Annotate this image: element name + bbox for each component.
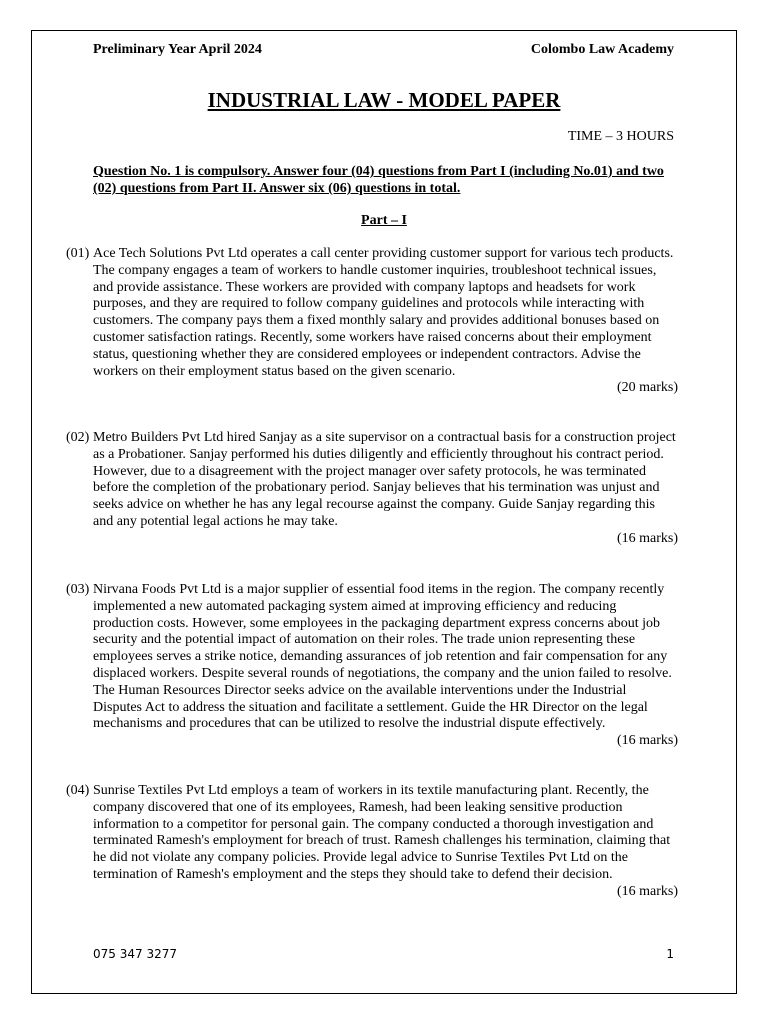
question-number: (04) [66,783,90,798]
question-number: (01) [66,246,90,261]
footer-phone-number: 075 347 3277 [93,947,177,961]
question-marks: (20 marks) [616,380,678,396]
header-institution: Colombo Law Academy [530,42,674,57]
question-number: (02) [66,430,90,445]
question-number: (03) [66,582,90,597]
question-text: Metro Builders Pvt Ltd hired Sanjay as a site supervisor on a contractual basis for a construction project as a Probationer. Sanjay performed his duties diligently and efficiently throughout his contract period. However, due to a disagreement with the project manager over safety protocols, he was terminated before the completion of the probationary period. Sanjay believes that his termination was unjust and seeks advice on whether he has any legal recourse against the company. Guide Sanjay regarding this and any potential legal actions he may take. [93,430,676,529]
header-exam-label: Preliminary Year April 2024 [93,42,262,57]
question-03 [66,582,678,750]
question-text: Ace Tech Solutions Pvt Ltd operates a call center providing customer support for various tech products. The company engages a team of workers to handle customer inquiries, troubleshoot technical issues, and provide assistance. These workers are provided with company laptops and headsets for work purposes, and they are required to follow company guidelines and protocols while interacting with customers. The company pays them a fixed monthly salary and provides additional bonuses based on customer satisfaction ratings. Recently, some workers have raised concerns about their employment status, questioning whether they are considered employees or independent contractors. Advise the workers on their employment status based on the given scenario. [93,246,674,379]
question-text: Sunrise Textiles Pvt Ltd employs a team of workers in its textile manufacturing plant. Recently, the company discovered that one of its employees, Ramesh, had been leaking sensitive production information to a competitor for personal gain. The company conducted a thorough investigation and terminated Ramesh's employment for breach of trust. Ramesh challenges his termination, claiming that he did not violate any company policies. Provide legal advice to Sunrise Textiles Pvt Ltd on the termination of Ramesh's employment and the steps they should take to defend their decision. [93,783,671,882]
paper-title: INDUSTRIAL LAW - MODEL PAPER [207,88,561,112]
question-marks: (16 marks) [616,530,678,546]
exam-instructions: Question No. 1 is compulsory. Answer four (04) questions from Part I (including No.01) and two (02) questions from Part II. Answer six (06) questions in total. [93,164,664,196]
part-heading: Part – I [361,213,407,228]
time-allowed: TIME – 3 HOURS [567,129,674,144]
question-02 [66,430,678,548]
question-text: Nirvana Foods Pvt Ltd is a major supplier of essential food items in the region. The company recently implemented a new automated packaging system aimed at improving efficiency and reducing production costs. However, some employees in the packaging department express concerns about job security and the potential impact of automation on their roles. The trade union representing these employees serves a strike notice, demanding assurances of job retention and fair compensation for any displaced workers. Despite several rounds of negotiations, the company and the union failed to resolve. The Human Resources Director seeks advice on the available interventions under the Industrial Disputes Act to address the situation and facilitate a settlement. Guide the HR Director on the legal mechanisms and procedures that can be utilized to resolve the industrial dispute effectively. [93,582,672,732]
page-number: 1 [666,947,674,961]
question-01 [66,246,678,397]
question-marks: (16 marks) [616,883,678,899]
question-04 [66,783,678,901]
page-header [93,42,674,58]
question-marks: (16 marks) [616,733,678,749]
